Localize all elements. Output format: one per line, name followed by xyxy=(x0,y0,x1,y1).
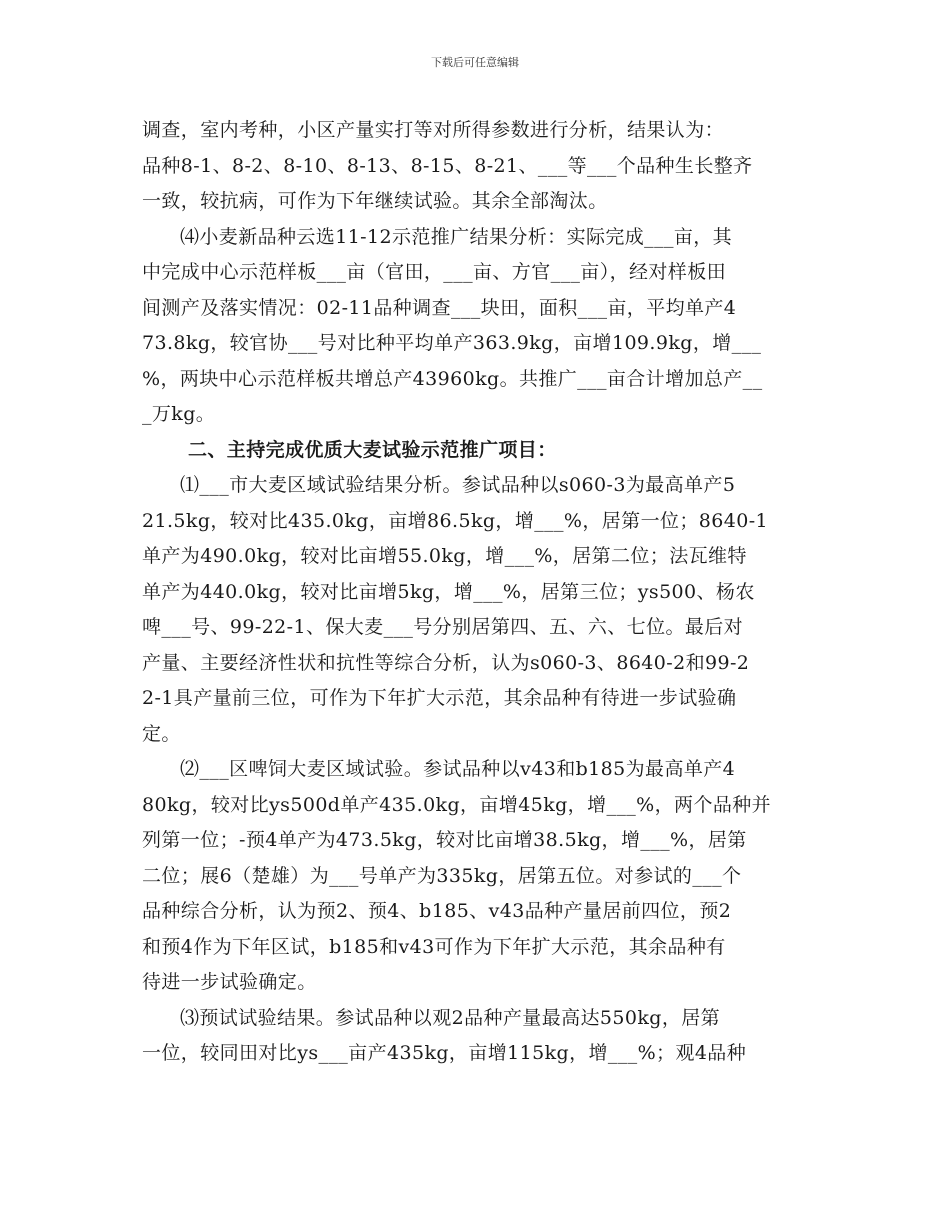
paragraph-start-line: ⑵___区啤饲大麦区域试验。参试品种以v43和b185为最高单产4 xyxy=(180,758,736,780)
paragraph-start-line: ⑶预试试验结果。参试品种以观2品种产量最高达550kg，居第 xyxy=(180,1006,721,1029)
text-line: _万kg。 xyxy=(142,403,216,425)
text-line: 啤___号、99-22-1、保大麦___号分别居第四、五、六、七位。最后对 xyxy=(142,616,744,638)
text-line: 一位，较同田对比ys___亩产435kg，亩增115kg，增___%；观4品种 xyxy=(142,1042,747,1064)
text-line: 80kg，较对比ys500d单产435.0kg，亩增45kg，增___%，两个品种并 xyxy=(142,793,772,816)
section-heading: 二、主持完成优质大麦试验示范推广项目： xyxy=(188,438,557,461)
text-line: 调查，室内考种，小区产量实打等对所得参数进行分析，结果认为： xyxy=(142,119,725,141)
text-line: 定。 xyxy=(142,722,181,745)
text-line: 2-1具产量前三位，可作为下年扩大示范，其余品种有待进一步试验确 xyxy=(142,687,737,709)
text-line: %，两块中心示范样板共增总产43960kg。共推广___亩合计增加总产__ xyxy=(142,367,763,390)
text-line: 单产为490.0kg，较对比亩增55.0kg，增___%，居第二位；法瓦维特 xyxy=(142,545,747,567)
text-line: 二位；展6（楚雄）为___号单产为335kg，居第五位。对参试的___个 xyxy=(142,864,742,887)
text-line: 中完成中心示范样板___亩（官田，___亩、方官___亩），经对样板田 xyxy=(142,261,727,283)
text-line: 品种8-1、8-2、8-10、8-13、8-15、8-21、___等___个品种生长整齐 xyxy=(142,154,753,177)
text-line: 和预4作为下年区试，b185和v43可作为下年扩大示范，其余品种有 xyxy=(142,935,726,958)
text-line: 间测产及落实情况：02-11品种调查___块田，面积___亩，平均单产4 xyxy=(142,296,737,319)
document-body xyxy=(142,113,812,1072)
text-line: 待进一步试验确定。 xyxy=(142,971,317,993)
text-line: 73.8kg，较官协___号对比种平均单产363.9kg，亩增109.9kg，增___ xyxy=(142,332,762,354)
paragraph-start-line: ⑷小麦新品种云选11-12示范推广结果分析：实际完成___亩，其 xyxy=(180,225,733,248)
paragraph-start-line: ⑴___市大麦区域试验结果分析。参试品种以s060-3为最高单产5 xyxy=(180,474,736,496)
text-line: 列第一位；-预4单产为473.5kg，较对比亩增38.5kg，增___%，居第 xyxy=(142,829,747,851)
text-line: 一致，较抗病，可作为下年继续试验。其余全部淘汰。 xyxy=(142,190,608,212)
text-line: 单产为440.0kg，较对比亩增5kg，增___%，居第三位；ys500、杨农 xyxy=(142,580,755,603)
page-header-note: 下载后可任意编辑 xyxy=(431,56,519,69)
text-line: 产量、主要经济性状和抗性等综合分析，认为s060-3、8640-2和99-2 xyxy=(142,651,750,674)
text-line: 21.5kg，较对比435.0kg，亩增86.5kg，增___%，居第一位；8640-1 xyxy=(142,509,769,532)
text-line: 品种综合分析，认为预2、预4、b185、v43品种产量居前四位，预2 xyxy=(142,900,732,922)
